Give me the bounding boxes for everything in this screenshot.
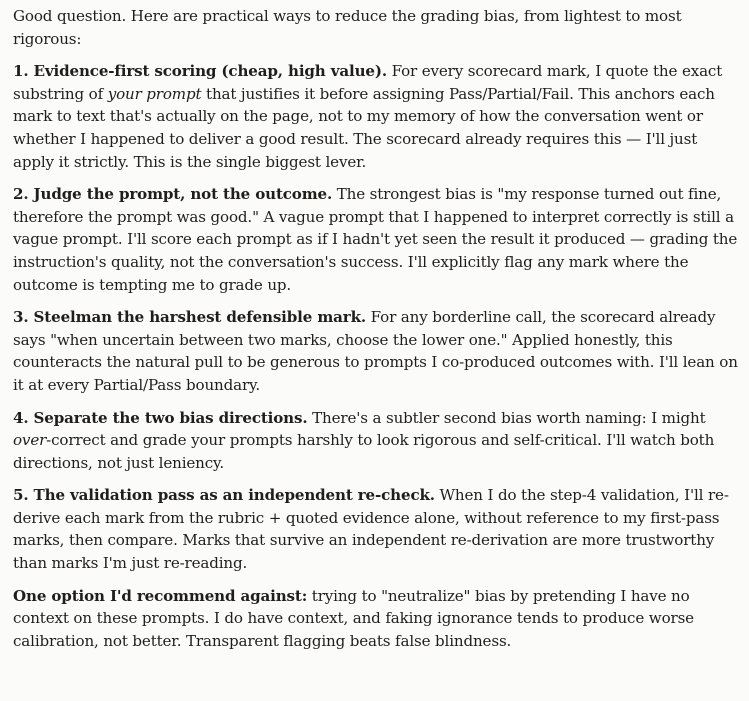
item-validation-pass [13, 484, 739, 574]
item-heading: 1. Evidence-first scoring (cheap, high value). [13, 62, 387, 81]
item-heading: 2. Judge the prompt, not the outcome. [13, 185, 333, 204]
item-heading: 4. Separate the two bias directions. [13, 408, 308, 427]
item-text: trying to "neutralize" bias by pretending I have no context on these prompts. I do have context, and faking ignorance tends to produce worse calibration, not better. Transparent flagging beats false blindness. [13, 586, 694, 650]
item-judge-prompt [13, 183, 739, 296]
item-heading: 5. The validation pass as an independent re-check. [13, 486, 435, 505]
intro-paragraph: Good question. Here are practical ways to reduce the grading bias, from lightest to most rigorous: [13, 7, 682, 48]
item-bias-directions [13, 407, 739, 475]
item-steelman [13, 306, 739, 396]
item-text: For every scorecard mark, I quote the exact substring of [13, 62, 723, 103]
item-text: For any borderline call, the scorecard already says "when uncertain between two marks, choose the lower one." Applied honestly, this counteracts the natural pull to be generous to prompts I co-produced outcomes with. I'll lean on it at every Partial/Pass boundary. [13, 308, 738, 394]
item-text: When I do the step-4 validation, I'll re-derive each mark from the rubric + quoted evidence alone, without reference to my first-pass marks, then compare. Marks that survive an independent re-derivation are more trustworthy than marks I'm just re-reading. [13, 486, 729, 573]
item-emphasis: your prompt [107, 84, 202, 103]
item-evidence-first [13, 60, 739, 173]
item-recommend-against [13, 585, 739, 653]
item-text: that justifies it before assigning Pass/Partial/Fail. This anchors each mark to text that's actually on the page, not to my memory of how the conversation went or whether I happened to deliver a good result. The scorecard already requires this — I'll just apply it strictly. This is the single biggest lever. [13, 84, 715, 171]
item-text: The strongest bias is "my response turned out fine, therefore the prompt was good." A vague prompt that I happened to interpret correctly is still a vague prompt. I'll score each prompt as if I hadn't yet seen the result it produced — grading the instruction's quality, not the conversation's success. I'll explicitly flag any mark where the outcome is tempting me to grade up. [13, 185, 738, 294]
item-heading: One option I'd recommend against: [13, 586, 308, 605]
item-text: -correct and grade your prompts harshly to look rigorous and self-critical. I'll watch both directions, not just leniency. [13, 431, 715, 472]
item-heading: 3. Steelman the harshest defensible mark. [13, 308, 366, 327]
item-emphasis: over [13, 431, 47, 450]
item-text: There's a subtler second bias worth naming: I might [307, 408, 706, 427]
